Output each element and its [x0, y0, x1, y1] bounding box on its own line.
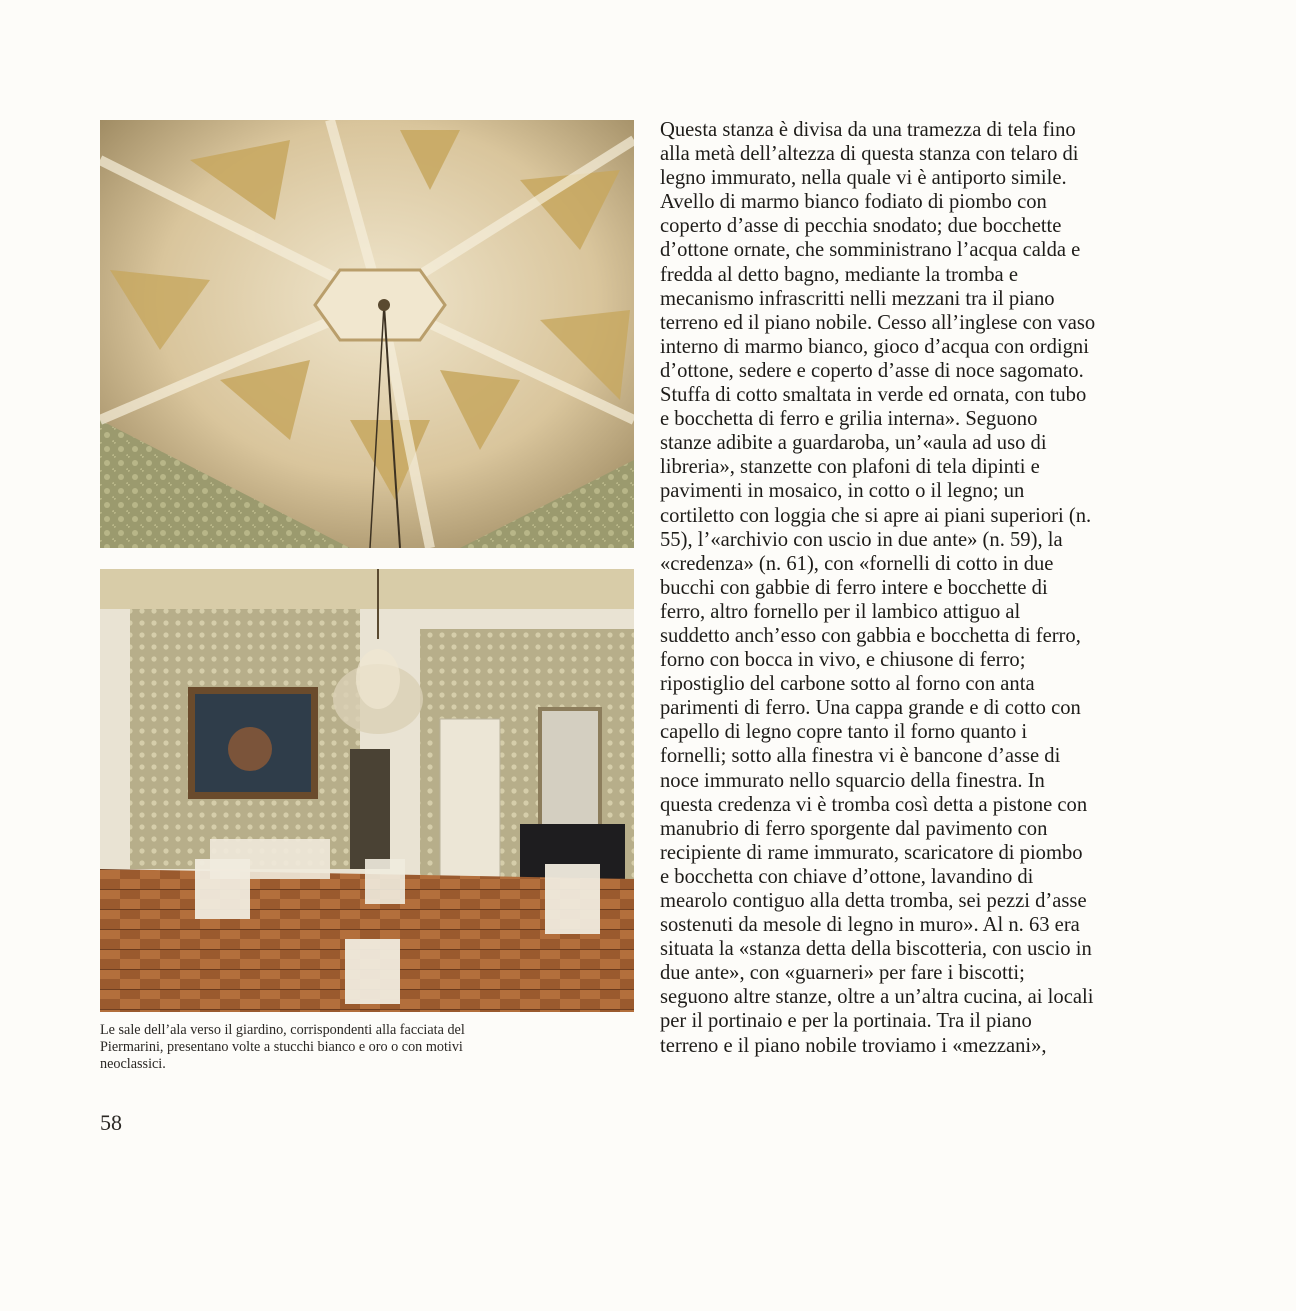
- caption-line: Le sale dell’ala verso il giardino, corrispondenti alla facciata del: [100, 1022, 465, 1038]
- body-text-line: ferro, altro fornello per il lambico attiguo al: [660, 600, 1021, 623]
- body-text-line: coperto d’asse di pecchia snodato; due bocchette: [660, 215, 1062, 238]
- figure-caption: [100, 1022, 600, 1073]
- ceiling-photo: [100, 120, 634, 548]
- body-text-line: fredda al detto bagno, mediante la tromba e: [660, 263, 1018, 286]
- body-text-line: noce immurato nello squarcio della finestra. In: [660, 769, 1045, 792]
- body-text-line: fornelli; sotto alla finestra vi è bancone d’asse di: [660, 745, 1061, 768]
- body-text-line: due ante», con «guarneri» per fare i biscotti;: [660, 962, 1025, 985]
- body-text-line: manubrio di ferro sporgente dal pavimento con: [660, 817, 1048, 840]
- body-text-line: stanze adibite a guardaroba, un’«aula ad uso di: [660, 432, 1047, 455]
- body-text-line: seguono altre stanze, oltre a un’altra cucina, ai locali: [660, 986, 1094, 1009]
- body-text-line: bucchi con gabbie di ferro intere e bocchette di: [660, 576, 1048, 599]
- body-text-line: recipiente di rame immurato, scaricatore di piombo: [660, 841, 1083, 864]
- body-text-line: e bocchetta con chiave d’ottone, lavandino di: [660, 865, 1034, 888]
- body-text-line: pavimenti in mosaico, in cotto o il legno; un: [660, 480, 1025, 503]
- body-text-line: mecanismo infrascritti nelli mezzani tra il piano: [660, 287, 1055, 310]
- body-text-line: questa credenza vi è tromba così detta a pistone con: [660, 793, 1088, 816]
- body-text-line: «credenza» (n. 61), con «fornelli di cotto in due: [660, 552, 1054, 575]
- caption-line: neoclassici.: [100, 1056, 166, 1072]
- body-text-line: ripostiglio del carbone sotto al forno con anta: [660, 673, 1035, 696]
- body-text-column: [660, 118, 1200, 1058]
- body-text-line: interno di marmo bianco, gioco d’acqua con ordigni: [660, 335, 1089, 358]
- salon-photo: [100, 569, 634, 1012]
- body-text-line: forno con bocca in vivo, e chiusone di ferro;: [660, 649, 1026, 672]
- body-text-line: per il portinaio e per la portinaia. Tra il piano: [660, 1010, 1032, 1033]
- body-text-line: cortiletto con loggia che si apre ai piani superiori (n.: [660, 504, 1092, 527]
- body-text-line: 55), l’«archivio con uscio in due ante» (n. 59), la: [660, 528, 1063, 551]
- body-text-line: d’ottone ornate, che somministrano l’acqua calda e: [660, 239, 1081, 262]
- body-text-line: capello di legno copre tanto il forno quanto i: [660, 721, 1028, 744]
- page-number: 58: [100, 1110, 122, 1135]
- caption-line: Piermarini, presentano volte a stucchi bianco e oro o con motivi: [100, 1039, 463, 1055]
- body-text-line: Avello di marmo bianco fodiato di piombo con: [660, 191, 1047, 214]
- body-text-line: Stuffa di cotto smaltata in verde ed ornata, con tubo: [660, 384, 1087, 407]
- body-text-line: terreno e il piano nobile troviamo i «mezzani»,: [660, 1034, 1047, 1057]
- body-text-line: alla metà dell’altezza di questa stanza con telaro di: [660, 143, 1079, 166]
- body-text-line: parimenti di ferro. Una cappa grande e di cotto con: [660, 697, 1081, 720]
- body-text-line: libreria», stanzette con plafoni di tela dipinti e: [660, 456, 1040, 479]
- body-text-line: suddetto anch’esso con gabbia e bocchetta di ferro,: [660, 624, 1081, 647]
- body-text-line: d’ottone, sedere e coperto d’asse di noce sagomato.: [660, 359, 1084, 382]
- body-text-line: legno immurato, nella quale vi è antiporto simile.: [660, 167, 1067, 190]
- body-text-line: sostenuti da mesole di legno in muro». Al n. 63 era: [660, 914, 1080, 937]
- body-text-line: e bocchetta di ferro e grilia interna». Seguono: [660, 408, 1038, 431]
- body-text-line: terreno ed il piano nobile. Cesso all’inglese con vaso: [660, 311, 1096, 334]
- body-text-line: Questa stanza è divisa da una tramezza di tela fino: [660, 119, 1076, 141]
- body-text-line: situata la «stanza detta della biscotteria, con uscio in: [660, 938, 1092, 961]
- body-text-line: mearolo contiguo alla detta tromba, sei pezzi d’asse: [660, 890, 1087, 912]
